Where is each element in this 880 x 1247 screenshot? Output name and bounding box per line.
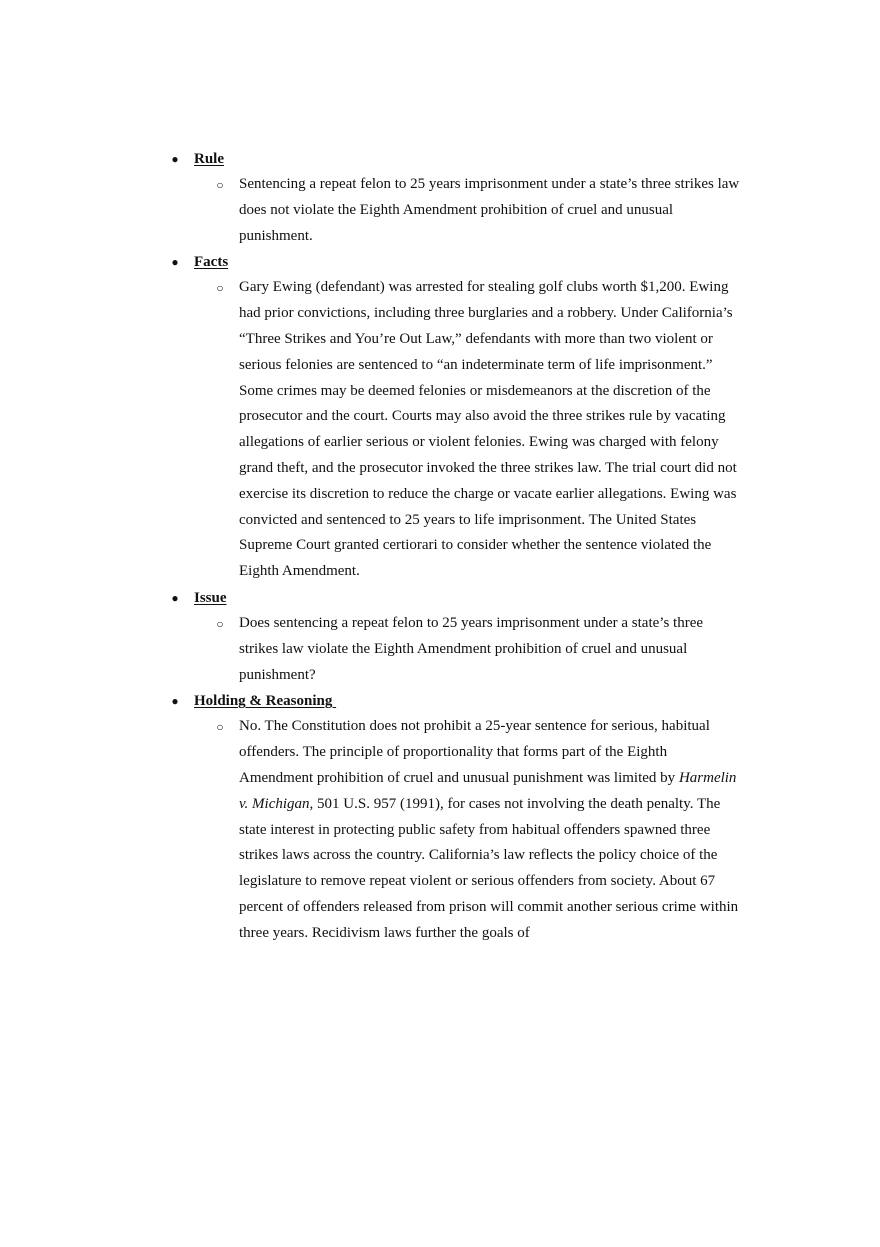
rule-text: Sentencing a repeat felon to 25 years imprisonment under a state’s three strikes law does not violate the Eighth Amendment prohibition of cruel and unusual punishment. [239, 176, 740, 244]
holding-text-before-case: No. The Constitution does not prohibit a 25-year sentence for serious, habitual offenders. The principle of proportionality that forms part of the Eighth Amendment prohibition of cruel and unusual punishment was limited by [239, 718, 710, 786]
case-citation-name: Harmelin v. Michigan [239, 769, 737, 812]
section-facts [170, 249, 740, 585]
holding-reasoning-heading: Holding & Reasoning [194, 693, 337, 710]
circle-bullet-icon: ○ [216, 616, 224, 631]
bullet-icon: ● [171, 255, 179, 270]
bullet-icon: ● [171, 152, 179, 166]
holding-text-after-case: , 501 U.S. 957 (1991), for cases not involving the death penalty. The state interest in protecting public safety from habitual offenders spawned three strikes laws across the country. California’s law reflects the policy choice of the legislature to remove repeat violent or serious offenders from society. About 67 percent of offenders released from prison will commit another serious crime within three years. Recidivism laws further the goals of [239, 795, 739, 941]
facts-heading: Facts [194, 254, 229, 271]
section-heading-row [170, 249, 740, 275]
bullet-icon: ● [171, 590, 179, 605]
circle-bullet-icon: ○ [216, 720, 224, 735]
holding-reasoning-item [170, 714, 740, 946]
section-heading-row [170, 146, 740, 172]
section-issue [170, 585, 740, 688]
section-heading-row [170, 585, 740, 611]
issue-text: Does sentencing a repeat felon to 25 years imprisonment under a state’s three strikes law violate the Eighth Amendment prohibition of cruel and unusual punishment? [239, 614, 704, 683]
bullet-icon: ● [171, 694, 179, 709]
holding-reasoning-text [239, 714, 740, 946]
case-brief [170, 146, 740, 947]
circle-bullet-icon: ○ [216, 281, 224, 296]
section-rule [170, 146, 740, 249]
rule-heading: Rule [194, 151, 224, 167]
facts-text: Gary Ewing (defendant) was arrested for stealing golf clubs worth $1,200. Ewing had prior convictions, including three burglaries and a robbery. Under California’s “Three Strikes and You’re Out Law,” defendants with more than two violent or serious felonies are sentenced to “an indeterminate term of life imprisonment.” Some crimes may be deemed felonies or misdemeanors at the discretion of the prosecutor and the court. Courts may also avoid the three strikes rule by vacating allegations of earlier serious or violent felonies. Ewing was charged with felony grand theft, and the prosecutor invoked the three strikes law. The trial court did not exercise its discretion to reduce the charge or vacate earlier allegations. Ewing was convicted and sentenced to 25 years to life imprisonment. The United States Supreme Court granted certiorari to consider whether the sentence violated the Eighth Amendment. [239, 279, 737, 580]
circle-bullet-icon: ○ [216, 178, 224, 192]
issue-heading: Issue [194, 589, 227, 606]
section-heading-row [170, 688, 740, 714]
section-holding-reasoning [170, 688, 740, 946]
issue-item [170, 611, 740, 688]
rule-item [170, 172, 740, 249]
facts-item [170, 275, 740, 585]
